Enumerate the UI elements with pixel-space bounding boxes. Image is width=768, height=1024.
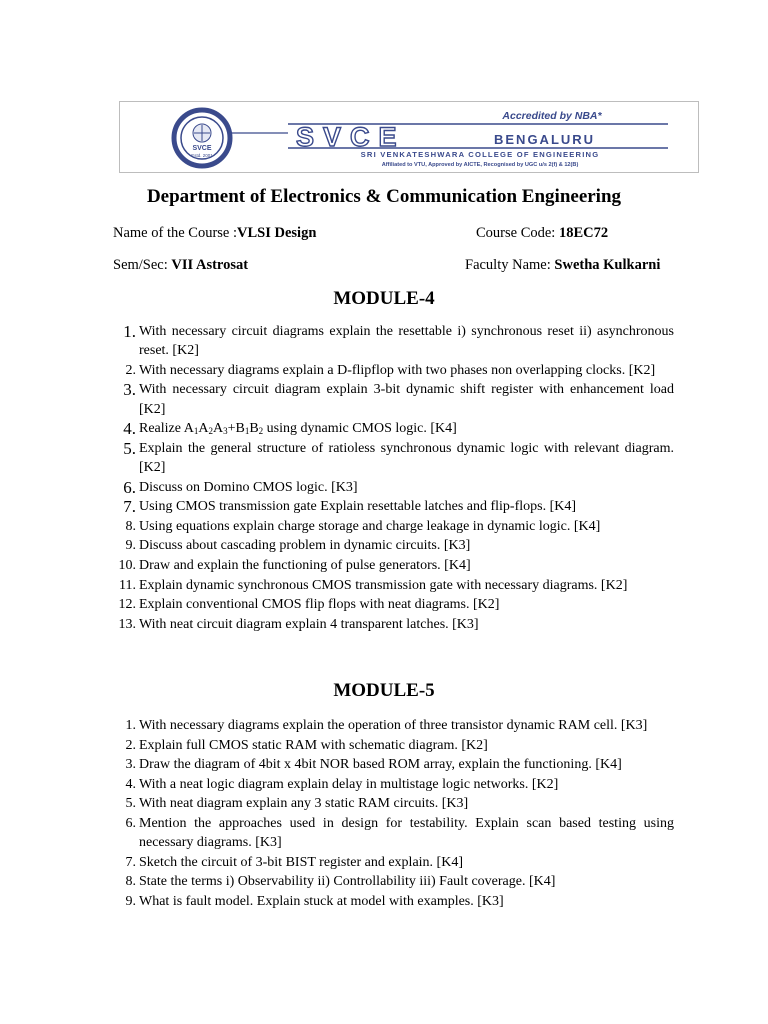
question-item — [110, 814, 674, 852]
question-item — [110, 595, 674, 614]
question-number: 9. — [125, 893, 136, 909]
module-5-title: MODULE-5 — [333, 680, 435, 701]
question-text: Draw and explain the functioning of pulse generators. [K4] — [139, 557, 471, 573]
sem-value: VII Astrosat — [171, 257, 249, 273]
question-text: Discuss about cascading problem in dynamic circuits. [K3] — [139, 538, 471, 554]
college-logo — [120, 102, 700, 174]
question-text: With necessary diagrams explain a D-flipflop with two phases non overlapping clocks. [K2] — [139, 362, 656, 378]
college-city: BENGALURU — [494, 132, 596, 147]
question-text: Realize $A_1A_2A_3+B_1B_2$ using dynamic CMOS logic. [K4] — [139, 421, 457, 437]
question-item — [110, 497, 674, 516]
question-item — [110, 794, 674, 813]
question-item — [110, 755, 674, 774]
course-code-value: 18EC72 — [558, 225, 609, 241]
question-item — [110, 615, 674, 634]
question-text: Discuss on Domino CMOS logic. [K3] — [139, 479, 358, 495]
question-number: 7. — [125, 854, 136, 870]
affiliation-text: Affiliated to VTU, Approved by AICTE, Recognised by UGC u/s 2(f) & 12(B) — [381, 162, 579, 168]
question-number: 12. — [118, 597, 136, 613]
question-text: Mention the approaches used in design for testability. Explain scan based testing using necessary diagrams. [K3] — [139, 815, 674, 851]
question-item — [110, 872, 674, 891]
college-seal — [174, 110, 230, 166]
question-number: 2. — [125, 362, 136, 378]
question-text: State the terms i) Observability ii) Controllability iii) Fault coverage. [K4] — [139, 874, 556, 890]
question-text: With neat diagram explain any 3 static RAM circuits. [K3] — [139, 796, 469, 812]
question-text: Explain full CMOS static RAM with schematic diagram. [K2] — [139, 737, 488, 753]
question-number: 9. — [125, 538, 136, 554]
question-item — [110, 517, 674, 536]
question-number: 3. — [123, 380, 136, 400]
question-text: With necessary diagrams explain the operation of three transistor dynamic RAM cell. [K3] — [139, 718, 648, 733]
question-item — [110, 576, 674, 595]
question-item — [110, 322, 674, 360]
question-number: 8. — [125, 518, 136, 534]
question-number: 1. — [123, 322, 136, 341]
question-text: Explain conventional CMOS flip flops with neat diagrams. [K2] — [139, 597, 500, 613]
question-text: With necessary circuit diagram explain 3-bit dynamic shift register with enhancement load [K2] — [139, 382, 674, 417]
question-text: Explain the general structure of ratioless synchronous dynamic logic with relevant diagram. [K2] — [139, 440, 674, 475]
course-value: VLSI Design — [237, 225, 317, 241]
seal-year: Estd. 2001 — [191, 153, 213, 158]
question-item — [110, 716, 674, 735]
question-item — [110, 361, 674, 380]
faculty-label: Faculty Name: — [465, 257, 555, 273]
question-number: 10. — [118, 557, 136, 573]
faculty-line — [465, 257, 660, 274]
question-text: Explain dynamic synchronous CMOS transmission gate with necessary diagrams. [K2] — [139, 577, 628, 593]
question-number: 11. — [119, 577, 136, 593]
sem-sec-line — [113, 257, 248, 274]
faculty-value: Swetha Kulkarni — [554, 257, 661, 273]
department-title: Department of Electronics & Communication Engineering — [146, 186, 622, 207]
question-item — [110, 439, 674, 477]
course-label: Name of the Course : — [113, 225, 238, 241]
module-5-question-list — [110, 716, 674, 911]
question-text: Using equations explain charge storage and charge leakage in dynamic logic. [K4] — [139, 518, 601, 534]
question-text: Using CMOS transmission gate Explain resettable latches and flip-flops. [K4] — [139, 499, 577, 515]
question-text: What is fault model. Explain stuck at model with examples. [K3] — [139, 893, 504, 909]
college-short-name: SVCE — [296, 122, 406, 152]
question-number: 2. — [125, 737, 136, 753]
question-text: Sketch the circuit of 3-bit BIST register and explain. [K4] — [139, 854, 463, 870]
module-4-title: MODULE-4 — [333, 288, 435, 309]
question-number: 13. — [118, 616, 136, 632]
question-item — [110, 478, 674, 497]
question-text: With necessary circuit diagrams explain the resettable i) synchronous reset ii) asynchronous reset. [K2] — [139, 324, 674, 359]
course-code-label: Course Code: — [476, 225, 559, 241]
question-number: 1. — [125, 718, 136, 733]
question-number: 5. — [125, 796, 136, 812]
module-4-question-list — [110, 322, 674, 634]
question-number: 8. — [125, 874, 136, 890]
question-number: 6. — [123, 477, 136, 497]
course-code-line — [476, 225, 608, 242]
question-number: 5. — [123, 438, 136, 458]
college-full-name: SRI VENKATESHWARA COLLEGE OF ENGINEERING — [360, 150, 600, 159]
question-item — [110, 419, 674, 438]
accreditation-text: Accredited by NBA* — [502, 110, 602, 122]
question-number: 4. — [123, 419, 136, 439]
question-number: 3. — [125, 757, 136, 773]
question-item — [110, 892, 674, 911]
question-item — [110, 736, 674, 755]
question-item — [110, 380, 674, 418]
seal-text: SVCE — [192, 145, 212, 152]
question-item — [110, 853, 674, 872]
question-number: 7. — [123, 497, 136, 517]
question-text: With neat circuit diagram explain 4 transparent latches. [K3] — [139, 616, 479, 632]
sem-label: Sem/Sec: — [113, 257, 172, 273]
question-item — [110, 775, 674, 794]
question-number: 4. — [125, 776, 136, 792]
question-text: Draw the diagram of 4bit x 4bit NOR based ROM array, explain the functioning. [K4] — [139, 757, 622, 773]
question-item — [110, 556, 674, 575]
course-name-line — [113, 225, 316, 242]
question-number: 6. — [125, 815, 136, 831]
question-text: With a neat logic diagram explain delay in multistage logic networks. [K2] — [139, 776, 559, 792]
question-item — [110, 536, 674, 555]
college-banner — [119, 101, 699, 173]
